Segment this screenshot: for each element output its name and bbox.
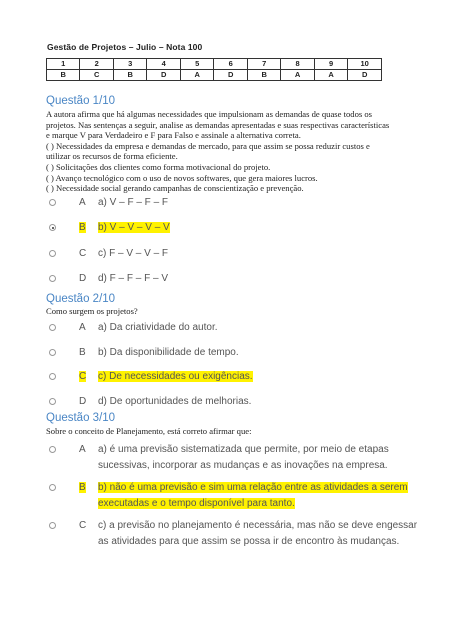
radio-button[interactable] [49,398,56,405]
answer-letter-cell: A [180,70,213,81]
question-number-cell: 8 [281,59,314,70]
option-letter: C [79,371,87,382]
answer-letter-cell: A [314,70,347,81]
question-2-option-c[interactable] [0,369,474,389]
radio-button-selected[interactable] [49,224,56,231]
option-text [98,480,428,512]
question-number-cell: 5 [180,59,213,70]
question-text-line: e marque V para Verdadeiro e F para Falso e assinale a alternativa correta. [46,130,301,141]
answer-key-table [46,58,382,81]
radio-button[interactable] [49,484,56,491]
option-text-wrap [98,369,428,385]
question-2-text: Como surgem os projetos? [46,306,138,316]
option-letter: B [79,347,86,358]
question-3-option-c[interactable] [0,518,474,552]
radio-button[interactable] [49,522,56,529]
option-text: b) V – V – V – V [98,222,170,233]
question-1-text [46,109,446,194]
answer-letter-cell: B [247,70,280,81]
option-letter: B [79,222,86,233]
option-letter: C [79,520,87,531]
option-letter: A [79,197,86,208]
question-2-option-a[interactable] [0,320,474,340]
option-text: a) Da criatividade do autor. [98,322,218,333]
option-text-wrap [98,220,428,236]
question-text-line: utilizar os recursos de forma eficiente. [46,151,178,162]
question-2-option-d[interactable] [0,394,474,414]
question-2-heading: Questão 2/10 [46,293,116,305]
answer-letter-cell: D [348,70,382,81]
question-1-heading: Questão 1/10 [46,95,116,107]
option-text: a) V – F – F – F [98,197,169,208]
question-text-line: projetos. Nas sentenças a seguir, analise as demandas apresentadas e suas respectivas características [46,119,390,130]
question-text-line: ( ) Solicitações dos clientes como forma motivacional do projeto. [46,161,271,172]
radio-button[interactable] [49,373,56,380]
option-text: b) Da disponibilidade de tempo. [98,347,239,358]
option-text-line: b) não é uma previsão e sim uma relação entre as atividades a serem [98,482,408,493]
option-text: d) F – F – F – V [98,273,169,284]
question-number-cell: 6 [214,59,247,70]
radio-button[interactable] [49,250,56,257]
question-number-cell: 7 [247,59,280,70]
document-title: Gestão de Projetos – Julio – Nota 100 [47,42,203,52]
question-number-cell: 2 [80,59,113,70]
option-letter: B [79,482,86,493]
answer-letter-cell: C [80,70,113,81]
option-letter: A [79,444,86,455]
option-text-line: executadas e o tempo disponível para tanto. [98,498,295,509]
option-text [98,518,428,550]
radio-button[interactable] [49,275,56,282]
answer-letter-cell: B [113,70,146,81]
question-3-heading: Questão 3/10 [46,412,116,424]
question-number-cell: 9 [314,59,347,70]
question-1-option-b[interactable] [0,220,474,240]
answer-letter-cell: B [47,70,80,81]
option-text-line: as atividades para que assim se possa ir de encontro às mudanças. [98,536,400,547]
answer-key-letters-row [47,70,382,81]
question-1-option-a[interactable] [0,195,474,215]
option-text: d) De oportunidades de melhorias. [98,396,252,407]
answer-letter-cell: A [281,70,314,81]
question-number-cell: 4 [147,59,180,70]
question-text-line: ( ) Necessidades da empresa e demandas de mercado, para que assim se possa reduzir custos e [46,140,370,151]
question-number-cell: 10 [348,59,382,70]
option-text-line: a) é uma previsão sistematizada que permite, por meio de etapas [98,444,389,455]
question-1-option-d[interactable] [0,271,474,291]
question-number-cell: 1 [47,59,80,70]
question-text-line: A autora afirma que há algumas necessidades que impulsionam as demandas de quase todos os [46,109,372,119]
option-text: c) De necessidades ou exigências. [98,371,253,382]
option-letter: D [79,273,87,284]
question-text-line: ( ) Avanço tecnológico com o uso de novos softwares, que gera maiores lucros. [46,172,318,183]
answer-letter-cell: D [147,70,180,81]
question-1-option-c[interactable] [0,246,474,266]
question-text-line: ( ) Necessidade social gerando campanhas de conscientização e prevenção. [46,183,304,194]
question-3-text: Sobre o conceito de Planejamento, está correto afirmar que: [46,426,252,436]
question-2-option-b[interactable] [0,345,474,365]
question-number-cell: 3 [113,59,146,70]
radio-button[interactable] [49,199,56,206]
option-text-line: c) a previsão no planejamento é necessária, mas não se deve engessar [98,520,418,531]
option-letter: C [79,248,87,259]
question-3-option-b[interactable] [0,480,474,514]
radio-button[interactable] [49,349,56,356]
radio-button[interactable] [49,446,56,453]
question-3-option-a[interactable] [0,442,474,476]
option-text-line: sucessivas, incorporar as mudanças e as inovações na empresa. [98,460,388,471]
answer-key-numbers-row [47,59,382,70]
option-text: c) F – V – V – F [98,248,169,259]
radio-button[interactable] [49,324,56,331]
option-text [98,442,428,474]
option-letter: D [79,396,87,407]
option-letter: A [79,322,86,333]
answer-letter-cell: D [214,70,247,81]
